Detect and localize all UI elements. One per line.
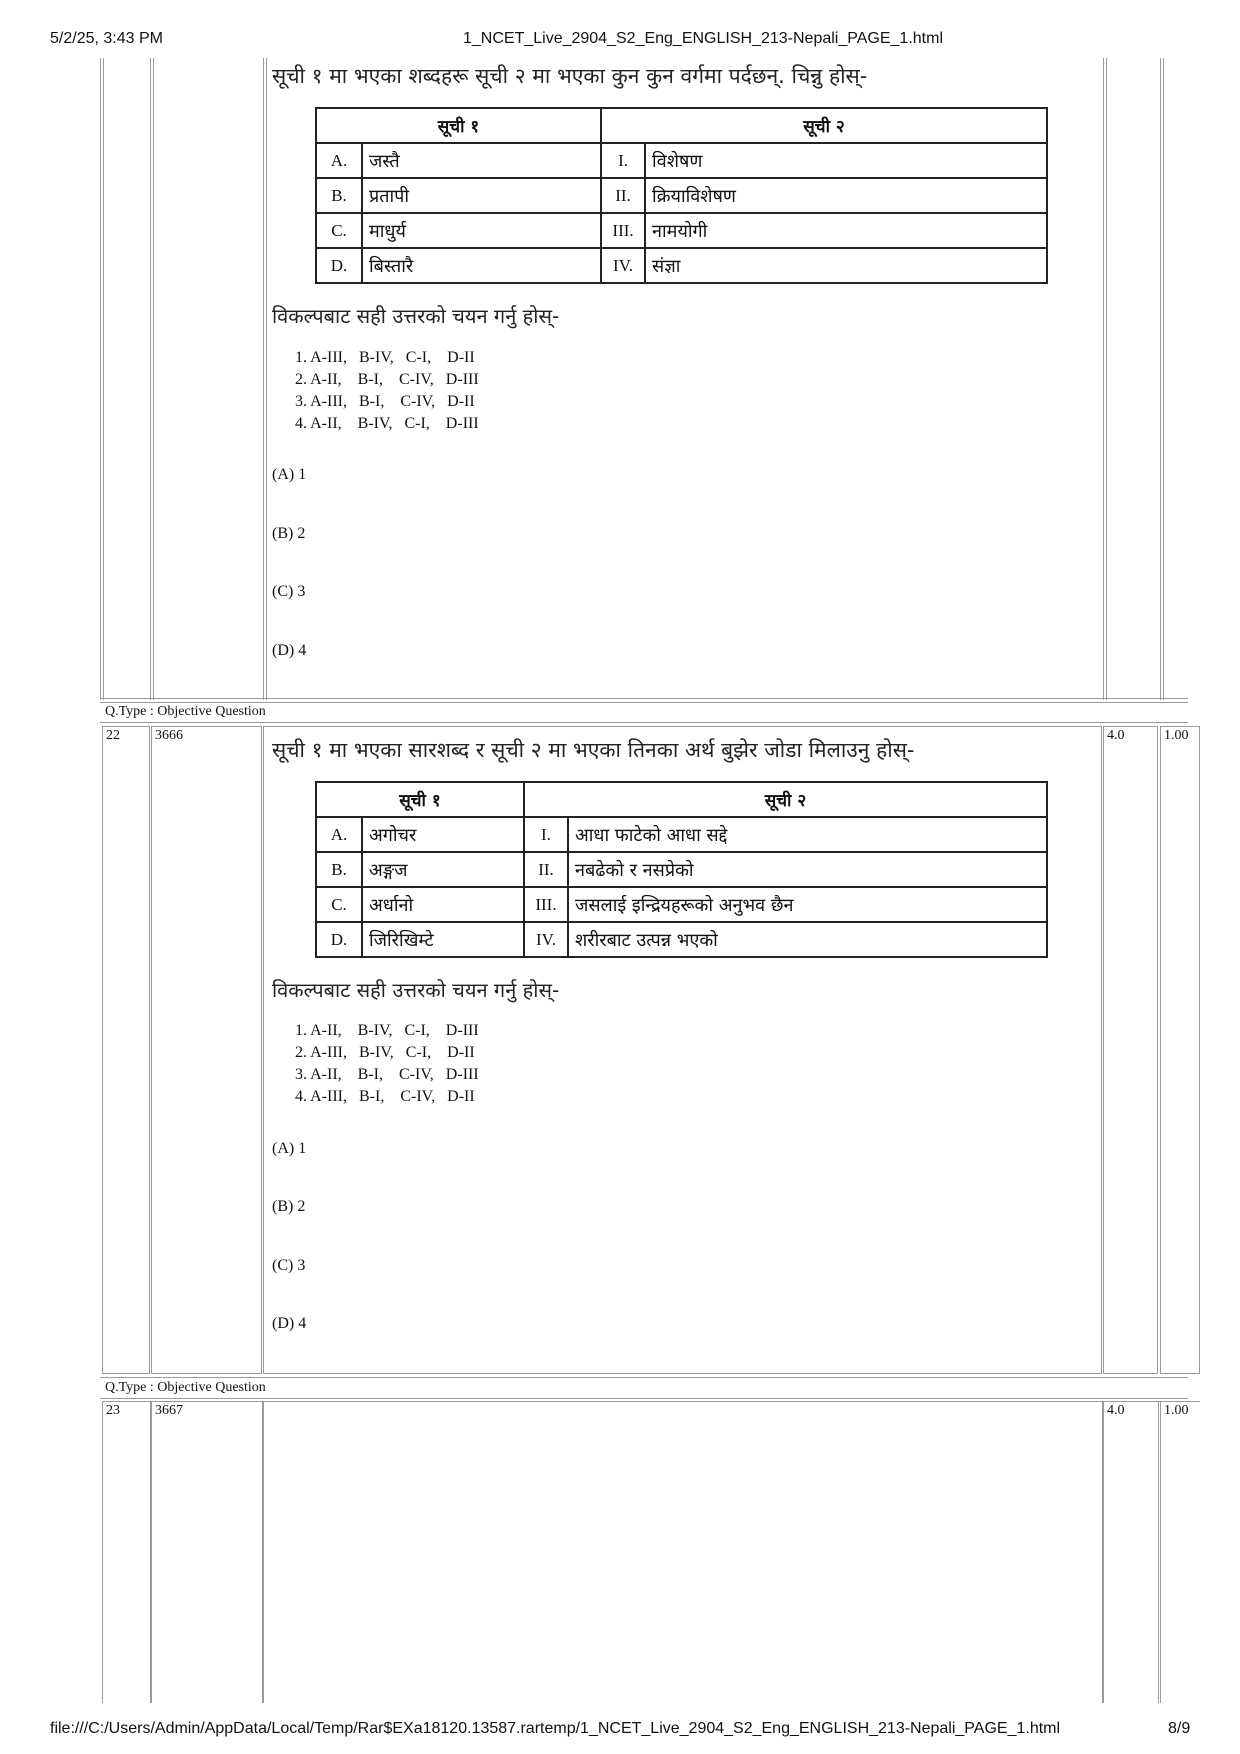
list-1-header: सूची १ — [316, 782, 524, 817]
answer-choice-a: (A) 1 — [272, 466, 307, 483]
table-row: B. अङ्गज II. नबढेको र नसप्रेको — [316, 852, 1047, 887]
table-border — [1158, 1401, 1159, 1703]
table-border — [100, 698, 1188, 699]
negative-marks-value: 1.00 — [1164, 728, 1189, 743]
table-border — [102, 1401, 1200, 1402]
option-item: 4. A-II, B-IV, C-I, D-III — [295, 415, 479, 432]
negative-marks-value: 1.00 — [1164, 1403, 1189, 1418]
table-border — [100, 1398, 1188, 1399]
negative-marks-cell — [1160, 726, 1200, 1374]
answer-choice-c: (C) 3 — [272, 1257, 306, 1274]
answer-choice-b: (B) 2 — [272, 1198, 306, 1215]
table-row: A. जस्तै I. विशेषण — [316, 143, 1047, 178]
marks-cell — [1103, 726, 1158, 1374]
table-border — [150, 58, 151, 700]
table-border — [1106, 58, 1107, 700]
answer-choice-c: (C) 3 — [272, 583, 306, 600]
option-item: 4. A-III, B-I, C-IV, D-II — [295, 1088, 475, 1105]
question-id-cell — [151, 726, 262, 1374]
list-1-header: सूची १ — [316, 108, 601, 143]
table-border — [1103, 58, 1104, 700]
table-border — [100, 58, 101, 700]
page-number: 8/9 — [1168, 1720, 1191, 1737]
answer-choice-a: (A) 1 — [272, 1140, 307, 1157]
table-border — [151, 1401, 152, 1703]
option-item: 2. A-II, B-I, C-IV, D-III — [295, 371, 479, 388]
option-item: 1. A-II, B-IV, C-I, D-III — [295, 1022, 479, 1039]
table-border — [1160, 1401, 1161, 1703]
table-row: D. बिस्तारै IV. संज्ञा — [316, 248, 1047, 283]
table-border — [153, 58, 154, 700]
table-border — [103, 58, 104, 700]
table-border — [100, 702, 1188, 703]
option-item: 2. A-III, B-IV, C-I, D-II — [295, 1044, 475, 1061]
question-type-label: Q.Type : Objective Question — [105, 704, 266, 719]
table-row: A. अगोचर I. आधा फाटेको आधा सद्दे — [316, 817, 1047, 852]
print-datetime: 5/2/25, 3:43 PM — [50, 30, 163, 47]
match-table — [315, 781, 1048, 958]
print-file-path: file:///C:/Users/Admin/AppData/Local/Temp/Rar$EXa18120.13587.rartemp/1_NCET_Live_2904_S2_Eng_ENGLISH_213-Nepali_PAGE_1.html — [50, 1720, 1061, 1737]
option-item: 1. A-III, B-IV, C-I, D-II — [295, 349, 475, 366]
question-id: 3666 — [155, 728, 183, 743]
print-title: 1_NCET_Live_2904_S2_Eng_ENGLISH_213-Nepali_PAGE_1.html — [463, 30, 943, 47]
question-text: सूची १ मा भएका शब्दहरू सूची २ मा भएका कुन कुन वर्गमा पर्दछन्. चिन्नु होस्- — [272, 64, 868, 88]
list-2-header: सूची २ — [524, 782, 1047, 817]
option-item: 3. A-II, B-I, C-IV, D-III — [295, 1066, 479, 1083]
list-2-header: सूची २ — [601, 108, 1047, 143]
table-border — [102, 1401, 103, 1703]
table-border — [100, 722, 1188, 723]
question-type-label: Q.Type : Objective Question — [105, 1380, 266, 1395]
question-text: सूची १ मा भएका सारशब्द र सूची २ मा भएका तिनका अर्थ बुझेर जोडा मिलाउनु होस्- — [272, 738, 915, 762]
match-table — [315, 107, 1048, 284]
marks-value: 4.0 — [1107, 728, 1125, 743]
table-border — [1103, 1401, 1104, 1703]
question-number: 23 — [106, 1403, 120, 1418]
table-row: C. माधुर्य III. नामयोगी — [316, 213, 1047, 248]
question-id: 3667 — [155, 1403, 183, 1418]
table-border — [263, 1401, 264, 1703]
question-number-cell — [102, 726, 150, 1374]
option-item: 3. A-III, B-I, C-IV, D-II — [295, 393, 475, 410]
table-border — [1163, 58, 1164, 700]
table-border — [266, 58, 267, 700]
answer-choice-b: (B) 2 — [272, 525, 306, 542]
answer-choice-d: (D) 4 — [272, 1315, 307, 1332]
table-border — [263, 58, 264, 700]
marks-value: 4.0 — [1107, 1403, 1125, 1418]
answer-choice-d: (D) 4 — [272, 642, 307, 659]
table-border — [100, 1377, 1188, 1378]
table-row: D. जिरिखिम्टे IV. शरीरबाट उत्पन्न भएको — [316, 922, 1047, 957]
table-border — [1160, 58, 1161, 700]
instruction-text: विकल्पबाट सही उत्तरको चयन गर्नु होस्- — [272, 304, 560, 328]
table-row: B. प्रतापी II. क्रियाविशेषण — [316, 178, 1047, 213]
table-row: C. अर्धानो III. जसलाई इन्द्रियहरूको अनुभव छैन — [316, 887, 1047, 922]
instruction-text: विकल्पबाट सही उत्तरको चयन गर्नु होस्- — [272, 978, 560, 1002]
question-number: 22 — [106, 728, 120, 743]
